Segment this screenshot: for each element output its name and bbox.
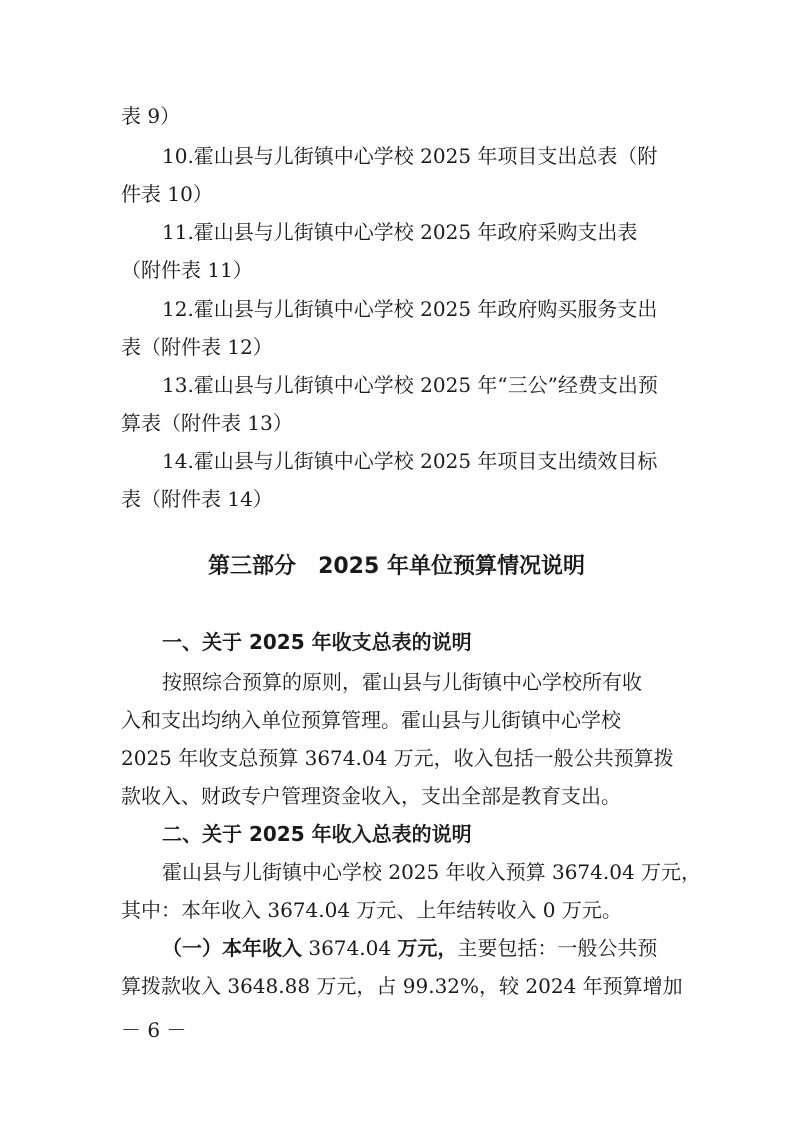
- item-text: 主要包括：一般公共预: [457, 936, 658, 960]
- list-item-line: 13.霍山县与儿街镇中心学校 2025 年“三公”经费支出预: [162, 373, 658, 397]
- item-heading: （一）本年收入: [162, 936, 302, 960]
- page-number: － 6 －: [121, 1018, 187, 1042]
- paragraph-line: 按照综合预算的原则，霍山县与儿街镇中心学校所有收: [162, 670, 642, 694]
- section-part: 第三部分: [208, 554, 297, 579]
- list-item-line: 算表（附件表 13）: [121, 411, 293, 435]
- list-item-line: 表（附件表 12）: [121, 335, 273, 359]
- item-amount: 3674.04: [302, 936, 398, 960]
- list-item-line: 12.霍山县与儿街镇中心学校 2025 年政府购买服务支出: [162, 297, 658, 321]
- subsection-heading: 二、关于 2025 年收入总表的说明: [162, 822, 472, 846]
- list-item-line: 14.霍山县与儿街镇中心学校 2025 年项目支出绩效目标: [162, 449, 658, 473]
- list-item-line: 表（附件表 14）: [121, 487, 273, 511]
- paragraph-line: 霍山县与儿街镇中心学校 2025 年收入预算 3674.04 万元，: [162, 860, 702, 884]
- subsection-heading: 一、关于 2025 年收支总表的说明: [162, 630, 472, 654]
- list-item-line: 10.霍山县与儿街镇中心学校 2025 年项目支出总表（附: [162, 144, 658, 168]
- list-item-line: 件表 10）: [121, 182, 213, 206]
- paragraph-line: 2025 年收支总预算 3674.04 万元，收入包括一般公共预算拨: [121, 746, 674, 770]
- paragraph-line: 款收入、财政专户管理资金收入，支出全部是教育支出。: [121, 784, 621, 808]
- list-item-line: （附件表 11）: [121, 258, 253, 282]
- paragraph-line: 其中：本年收入 3674.04 万元、上年结转收入 0 万元。: [121, 898, 622, 922]
- list-item-line: 表 9）: [121, 104, 181, 128]
- item-unit: 万元，: [397, 936, 458, 960]
- list-item-line: 11.霍山县与儿街镇中心学校 2025 年政府采购支出表: [162, 220, 638, 244]
- section-name: 2025 年单位预算情况说明: [318, 554, 585, 579]
- paragraph-line: [0, 934, 793, 962]
- section-title: [0, 552, 793, 582]
- paragraph-line: 入和支出均纳入单位预算管理。霍山县与儿街镇中心学校: [121, 708, 621, 732]
- paragraph-line: 算拨款收入 3648.88 万元，占 99.32%，较 2024 年预算增加: [121, 974, 683, 998]
